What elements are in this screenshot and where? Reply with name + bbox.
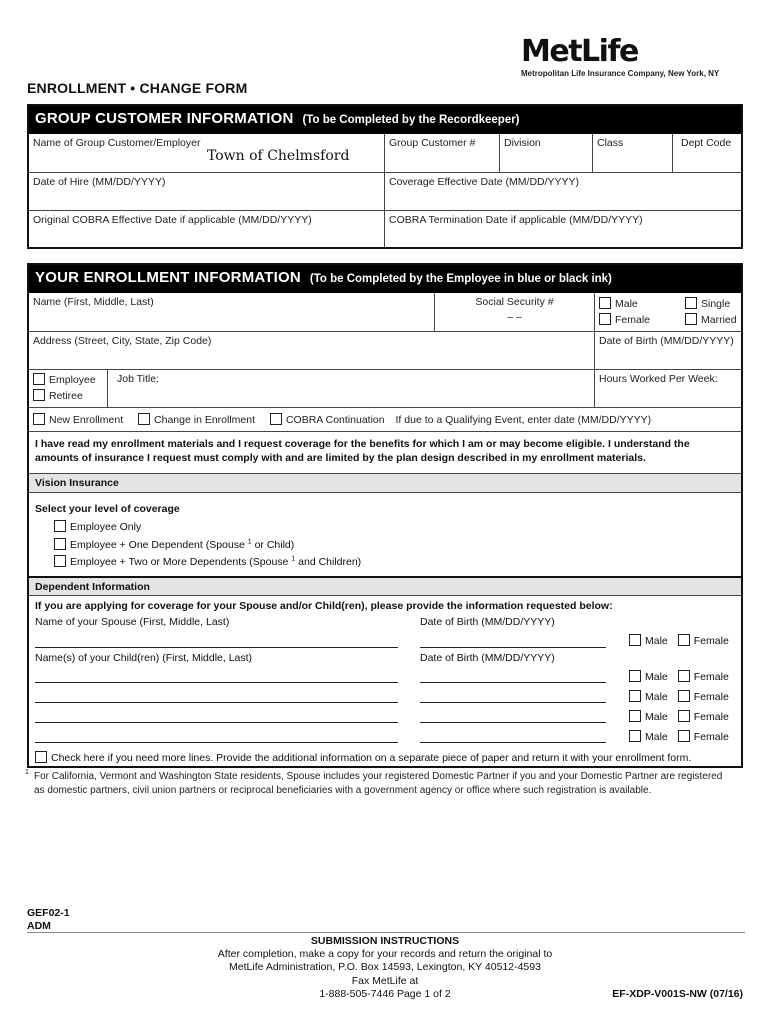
class-label: Class: [597, 137, 624, 149]
submission-line-3: Fax MetLife at: [351, 975, 419, 987]
dependent-intro: If you are applying for coverage for your Spouse and/or Child(ren), please provide the information requested below:: [35, 600, 613, 612]
employer-label: Name of Group Customer/Employer: [33, 137, 201, 149]
metlife-logo: MetLife: [521, 34, 638, 69]
female-label: Female: [615, 314, 651, 326]
retiree-checkbox[interactable]: [33, 389, 45, 401]
employee-one-label-b: or Child): [251, 539, 295, 551]
job-title-field[interactable]: [107, 370, 594, 407]
cobra-termination-label: COBRA Termination Date if applicable (MM/DD/YYYY): [389, 214, 643, 226]
address-label: Address (Street, City, State, Zip Code): [33, 335, 212, 347]
ssn-dashes: – –: [507, 311, 522, 323]
child-name-label: Name(s) of your Child(ren) (First, Middle, Last): [35, 652, 253, 664]
class-field[interactable]: [592, 134, 672, 172]
employee-two-label-b: and Children): [295, 556, 362, 568]
vision-options: [29, 492, 741, 574]
division-label: Division: [504, 137, 541, 149]
cobra-effective-label: Original COBRA Effective Date if applicable (MM/DD/YYYY): [33, 214, 312, 226]
spouse-gender: [629, 634, 729, 647]
employer-field[interactable]: [29, 134, 384, 172]
child-3-dob-line[interactable]: [420, 722, 606, 723]
form-code-gef: GEF02-1: [27, 907, 70, 919]
change-enrollment-checkbox[interactable]: [138, 413, 150, 425]
dependent-title: Dependent Information: [35, 581, 150, 593]
enrollment-type-options: [29, 408, 741, 431]
child-2-gender: [629, 690, 729, 703]
enrollment-section-header: [29, 265, 741, 293]
child-dob-label: Date of Birth (MM/DD/YYYY): [420, 652, 555, 664]
cobra-continuation-label: COBRA Continuation: [285, 414, 385, 426]
footnote-text: For California, Vermont and Washington State residents, Spouse includes your registered Domestic Partner if you and your Domestic Partner are registered as domestic partners, civil union partners or reciprocal beneficiaries with a government agency or office where such registration is available.: [34, 771, 723, 796]
dependent-header: [29, 576, 741, 595]
child-4-female-checkbox[interactable]: [678, 730, 690, 742]
enrollment-type-row: [29, 407, 741, 431]
name-row: [29, 293, 741, 331]
ssn-field[interactable]: [434, 293, 594, 331]
child-1-male-checkbox[interactable]: [629, 670, 641, 682]
hours-field[interactable]: [594, 370, 741, 407]
group-number-label: Group Customer #: [389, 137, 476, 149]
spouse-dob-label: Date of Birth (MM/DD/YYYY): [420, 616, 555, 628]
hire-date-field[interactable]: [29, 173, 384, 210]
group-number-field[interactable]: [384, 134, 499, 172]
child-4-male-label: Male: [645, 731, 668, 743]
child-4-male-checkbox[interactable]: [629, 730, 641, 742]
child-1-female-label: Female: [693, 671, 729, 683]
child-1-male-label: Male: [645, 671, 668, 683]
spouse-male-checkbox[interactable]: [629, 634, 641, 646]
female-checkbox[interactable]: [599, 313, 611, 325]
child-3-name-line[interactable]: [35, 722, 398, 723]
division-field[interactable]: [499, 134, 592, 172]
child-2-female-checkbox[interactable]: [678, 690, 690, 702]
single-checkbox[interactable]: [685, 297, 697, 309]
child-2-name-line[interactable]: [35, 702, 398, 703]
employee-status-field: [29, 370, 107, 407]
footnote-ref-2: 1: [291, 555, 296, 563]
employment-row: [29, 369, 741, 407]
enrollment-section-title: YOUR ENROLLMENT INFORMATION: [35, 269, 301, 286]
dob-field[interactable]: [594, 332, 741, 369]
group-customer-section: [27, 104, 743, 249]
name-field[interactable]: [29, 293, 434, 331]
qualifying-event-label: If due to a Qualifying Event, enter date (MM/DD/YYYY): [395, 414, 652, 426]
child-3-female-label: Female: [693, 711, 729, 723]
child-4-female-label: Female: [693, 731, 729, 743]
ssn-label: Social Security #: [475, 296, 554, 308]
new-enrollment-label: New Enrollment: [49, 414, 124, 426]
dept-code-label: Dept Code: [681, 137, 732, 149]
marital-field: [681, 293, 741, 331]
submission-line-2: MetLife Administration, P.O. Box 14593, Lexington, KY 40512-4593: [229, 961, 541, 973]
spouse-female-label: Female: [693, 635, 729, 647]
spouse-dob-line[interactable]: [420, 647, 606, 648]
statement-row: [29, 431, 741, 473]
male-label: Male: [615, 298, 638, 310]
spouse-female-checkbox[interactable]: [678, 634, 690, 646]
group-section-header: [29, 106, 741, 134]
form-title: ENROLLMENT • CHANGE FORM: [27, 80, 248, 96]
form-code-adm: ADM: [27, 920, 51, 932]
employee-label: Employee: [49, 374, 96, 386]
coverage-date-field[interactable]: [384, 173, 741, 210]
coverage-date-label: Coverage Effective Date (MM/DD/YYYY): [389, 176, 580, 188]
employee-only-checkbox[interactable]: [54, 520, 66, 532]
footnote-ref-1: 1: [247, 538, 252, 546]
address-field[interactable]: [29, 332, 594, 369]
employee-one-label-a: Employee + One Dependent (Spouse: [70, 539, 248, 551]
enrollment-section-note: (To be Completed by the Employee in blue or black ink): [309, 273, 612, 285]
option-employee-one: [54, 538, 294, 551]
job-title-label: Job Title:: [117, 373, 160, 385]
coverage-level-label: Select your level of coverage: [35, 503, 180, 515]
gender-field: [594, 293, 674, 331]
group-row-2: [29, 172, 741, 210]
spouse-male-label: Male: [645, 635, 668, 647]
child-1-name-line[interactable]: [35, 682, 398, 683]
company-name: Metropolitan Life Insurance Company, New York, NY: [521, 69, 720, 78]
group-section-title: GROUP CUSTOMER INFORMATION: [35, 110, 294, 127]
employee-only-label: Employee Only: [70, 521, 142, 533]
option-employee-two: [54, 555, 361, 568]
more-lines-checkbox[interactable]: [35, 751, 47, 763]
spouse-name-label: Name of your Spouse (First, Middle, Last): [35, 616, 230, 628]
employee-two-checkbox[interactable]: [54, 555, 66, 567]
submission-title: SUBMISSION INSTRUCTIONS: [310, 935, 460, 947]
submission-line-4: 1-888-505-7446 Page 1 of 2: [319, 988, 451, 1000]
child-1-gender: [629, 670, 729, 683]
acknowledgement-statement: I have read my enrollment materials and I request coverage for the benefits for which I am or may become eligible. I understand the amounts of insurance I request must comply with and are limited by the plan design described in my enrollment materials.: [35, 438, 690, 464]
employee-two-label-a: Employee + Two or More Dependents (Spouse: [70, 556, 292, 568]
married-checkbox[interactable]: [685, 313, 697, 325]
employer-value: Town of Chelmsford: [207, 148, 350, 164]
child-3-male-checkbox[interactable]: [629, 710, 641, 722]
dept-code-field[interactable]: [672, 134, 741, 172]
cobra-continuation-checkbox[interactable]: [270, 413, 282, 425]
cobra-termination-field[interactable]: [384, 211, 741, 247]
child-2-female-label: Female: [693, 691, 729, 703]
change-enrollment-label: Change in Enrollment: [154, 414, 256, 426]
group-row-3: [29, 210, 741, 247]
child-1-dob-line[interactable]: [420, 682, 606, 683]
group-row-1: [29, 134, 741, 172]
child-2-male-checkbox[interactable]: [629, 690, 641, 702]
employee-checkbox[interactable]: [33, 373, 45, 385]
child-1-female-checkbox[interactable]: [678, 670, 690, 682]
group-section-note: (To be Completed by the Recordkeeper): [302, 114, 520, 126]
dob-label: Date of Birth (MM/DD/YYYY): [599, 335, 734, 347]
more-lines-label: Check here if you need more lines. Provide the additional information on a separate piece of paper and return it with your enrollment form.: [51, 752, 692, 764]
child-4-gender: [629, 730, 729, 743]
child-3-female-checkbox[interactable]: [678, 710, 690, 722]
dependent-body: [29, 595, 741, 766]
address-row: [29, 331, 741, 369]
vision-title: Vision Insurance: [35, 477, 119, 489]
form-version-code: EF-XDP-V001S-NW (07/16): [612, 988, 743, 1000]
enrollment-section: [27, 263, 743, 768]
hours-label: Hours Worked Per Week:: [599, 373, 718, 385]
child-2-dob-line[interactable]: [420, 702, 606, 703]
male-checkbox[interactable]: [599, 297, 611, 309]
spouse-name-line[interactable]: [35, 647, 398, 648]
employee-one-checkbox[interactable]: [54, 538, 66, 550]
new-enrollment-checkbox[interactable]: [33, 413, 45, 425]
child-2-male-label: Male: [645, 691, 668, 703]
child-4-name-line[interactable]: [35, 742, 398, 743]
single-label: Single: [701, 298, 731, 310]
married-label: Married: [701, 314, 737, 326]
footnote-marker: 1: [25, 769, 29, 776]
footer-rule: [27, 932, 745, 933]
hire-date-label: Date of Hire (MM/DD/YYYY): [33, 176, 166, 188]
vision-header: [29, 473, 741, 492]
more-lines-option: [35, 751, 691, 764]
child-4-dob-line[interactable]: [420, 742, 606, 743]
submission-line-1: After completion, make a copy for your records and return the original to: [217, 948, 553, 960]
child-3-gender: [629, 710, 729, 723]
child-3-male-label: Male: [645, 711, 668, 723]
retiree-label: Retiree: [49, 390, 83, 402]
name-label: Name (First, Middle, Last): [33, 296, 154, 308]
cobra-effective-field[interactable]: [29, 211, 384, 247]
option-employee-only: [54, 520, 141, 533]
